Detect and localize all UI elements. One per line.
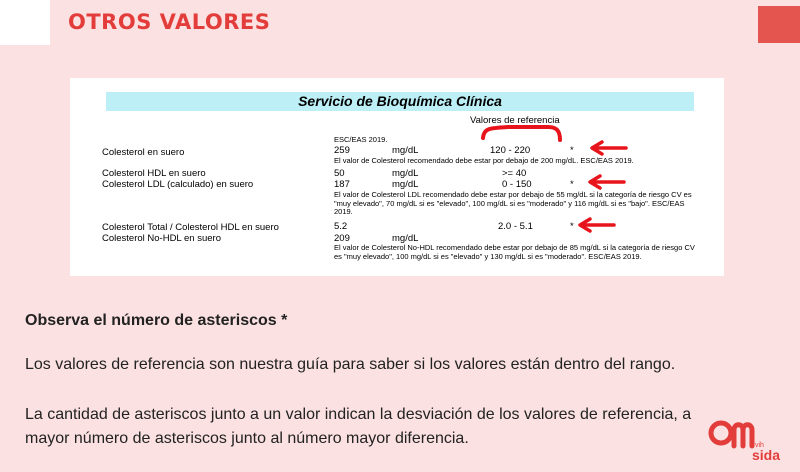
row-value-colesterol: 259 [334,145,350,156]
row-name-colesterol: Colesterol en suero [102,147,185,158]
row-note-ldl: El valor de Colesterol LDL recomendado debe estar por debajo de 55 mg/dL si la categoría de riesgo CV es "muy elevado", 70 mg/dL si es "elevado", 100 mg/dL si es "moderado" y 116 mg/dL si es "bajo". ESC/EAS 2019. [334,190,692,217]
report-title: Servicio de Bioquímica Clínica [298,93,502,109]
slide-title: OTROS VALORES [68,10,271,34]
row-note-nohdl: El valor de Colesterol No-HDL recomendado debe estar por debajo de 85 mg/dL si la categoría de riesgo CV es "muy elevado", 100 mg/dL si es "elevado" y 130 mg/dL si es "moderado". ESC/EAS 2019. [334,243,695,261]
row-flag-colesterol: * [570,145,574,156]
row-unit-nohdl: mg/dL [392,233,419,244]
row-unit-ldl: mg/dL [392,179,419,190]
top-left-decoration [0,0,50,45]
row-note-colesterol: El valor de Colesterol recomendado debe estar por debajo de 200 mg/dL. ESC/EAS 2019. [334,156,634,165]
asterisk-paragraph: La cantidad de asteriscos junto a un valor indican la desviación de los valores de referencia, a mayor número de asteriscos junto al número mayor diferencia. [25,406,692,447]
lab-report-image [70,78,724,276]
reference-values-header: Valores de referencia [470,115,560,126]
row-name-nohdl: Colesterol No-HDL en suero [102,233,221,244]
red-arrow-icon [586,174,626,190]
row-name-hdl: Colesterol HDL en suero [102,168,206,179]
row-reference-ldl: 0 - 150 [502,179,532,190]
row-unit-hdl: mg/dL [392,168,419,179]
row-unit-colesterol: mg/dL [392,145,419,156]
asterisks-subtitle: Observa el número de asteriscos * [25,312,288,329]
row-reference-colesterol: 120 - 220 [490,145,531,156]
row-reference-ratio: 2.0 - 5.1 [498,221,533,232]
row-reference-hdl: >= 40 [502,168,527,179]
red-arrow-icon [576,217,616,233]
reference-paragraph: Los valores de referencia son nuestra guía para saber si los valores están dentro del rango. [25,356,676,373]
row-name-ratio: Colesterol Total / Colesterol HDL en suero [102,222,279,233]
row-value-nohdl: 209 [334,233,350,244]
omvih-sida-logo [708,412,784,462]
row-flag-ratio: * [570,221,574,232]
top-right-decoration [758,6,800,43]
logo-sub-top: vih [755,442,764,449]
row-name-ldl: Colesterol LDL (calculado) en suero [102,179,254,190]
logo-sub-bottom: sida [752,447,781,462]
row-flag-ldl: * [570,179,574,190]
row-value-ldl: 187 [334,179,350,190]
report-top-note: ESC/EAS 2019. [334,135,388,144]
red-arrow-icon [588,140,628,156]
row-value-hdl: 50 [334,168,345,179]
row-value-ratio: 5.2 [334,221,348,232]
